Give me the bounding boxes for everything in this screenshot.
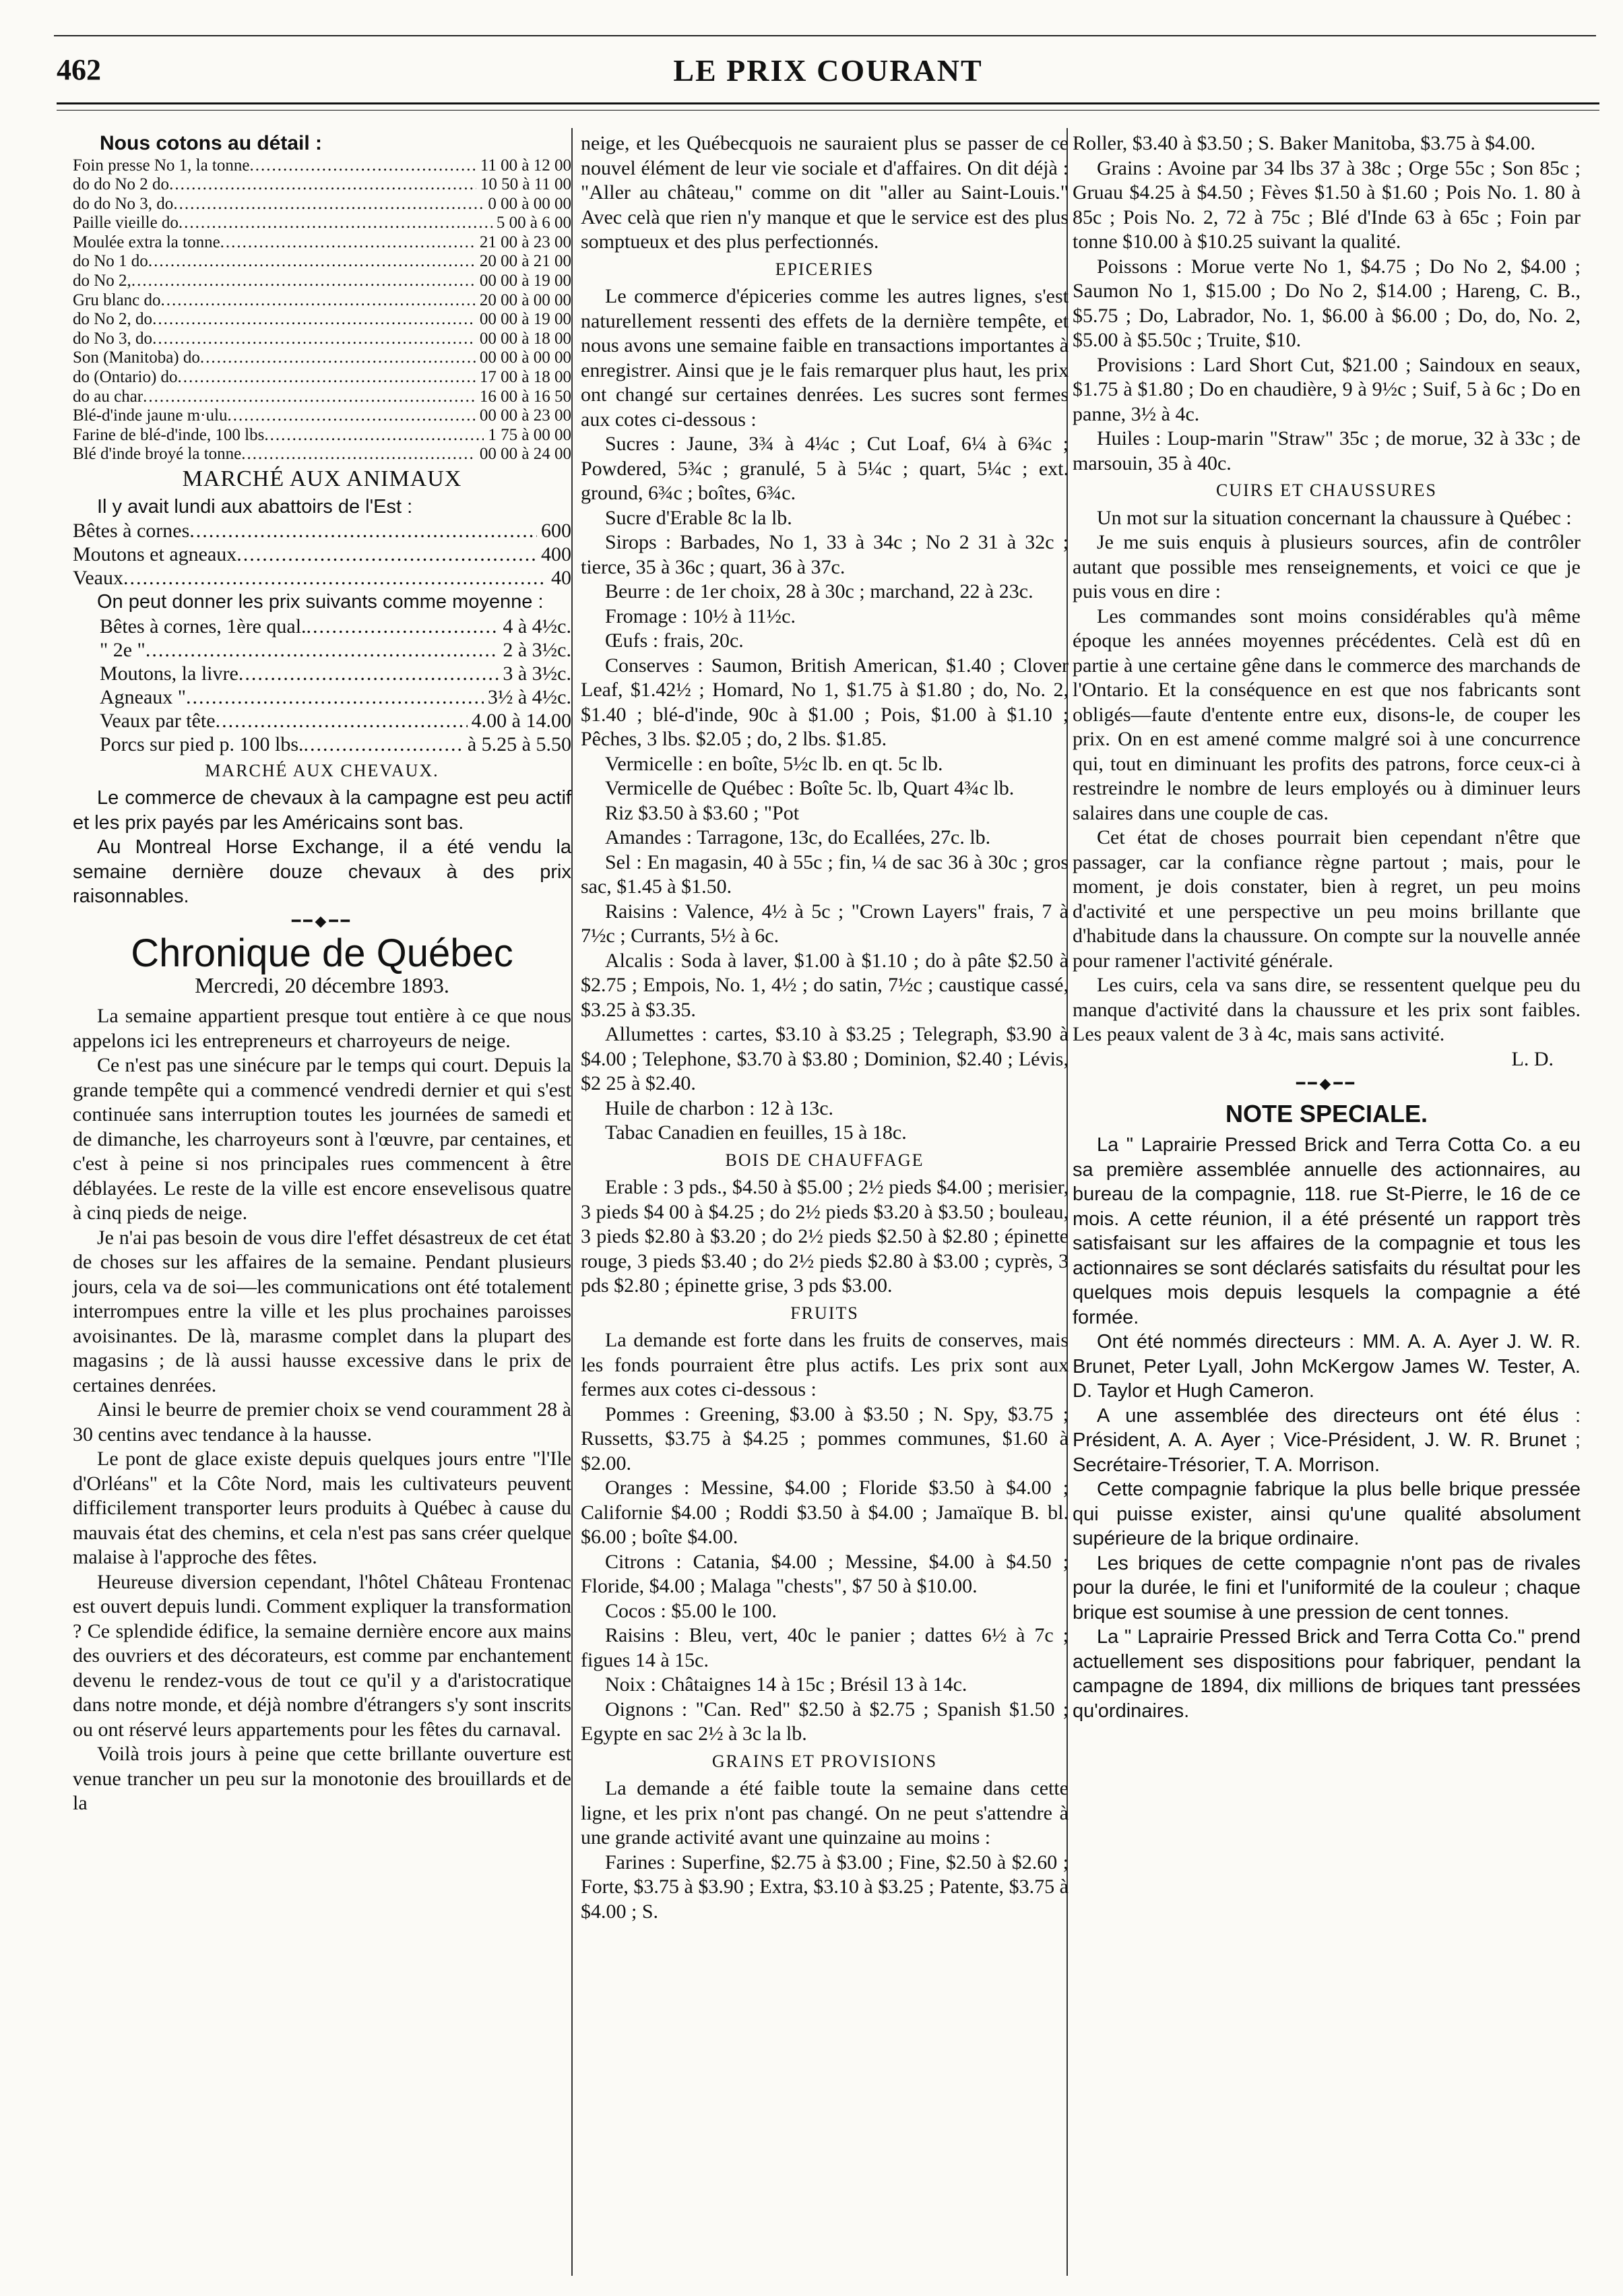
leader-dots [220, 233, 476, 253]
item-name: do No 2, do [73, 310, 153, 329]
top-rule [54, 35, 1596, 36]
fruits-intro: La demande est forte dans les fruits de conserves, mais les fonds pourraient être plus actifs. Les prix sont aux fermes aux cotes ci-dessous : [581, 1329, 1069, 1400]
item-name: do No 3, do [73, 329, 153, 348]
leader-dots [173, 195, 484, 214]
chronique-paragraph: Le pont de glace existe depuis quelques jours entre "l'Ile d'Orléans" et la Côte Nord, mais les cultivateurs peuvent difficilement transporter leurs produits à Québec à cause du mauvais état des chemins, et cela n'est pas sans créer quelque malaise à l'approche des fêtes. [73, 1448, 571, 1568]
price-row [73, 214, 571, 233]
item-price: 4.00 à 14.00 [471, 709, 571, 732]
price-item: Oignons : "Can. Red" $2.50 à $2.75 ; Spanish $1.50 ; Egypte en sac 2½ à 3c la lb. [581, 1698, 1069, 1745]
journal-title: LE PRIX COURANT [673, 53, 983, 88]
chronique-title: Chronique de Québec [131, 931, 513, 975]
chronique-paragraph: Voilà trois jours à peine que cette brillante ouverture est venue trancher un peu sur la monotonie des brouillards et de la [73, 1743, 571, 1814]
item-name: Moutons, la livre [100, 662, 238, 685]
price-item: Cocos : $5.00 le 100. [605, 1599, 777, 1622]
item-name: Bêtes à cornes [73, 520, 190, 542]
item-name: do No 2, [73, 272, 131, 290]
item-price: 600 [541, 520, 571, 542]
note-paragraph: A une assemblée des directeurs ont été élus : Président, A. A. Ayer ; Vice-Président, J. W. R. Brunet ; Secrétaire-Trésorier, T. A. Morrison. [1073, 1404, 1581, 1476]
item-name: Bêtes à cornes, 1ère qual. [100, 615, 307, 638]
item-name: Paille vieille do [73, 214, 179, 232]
price-row [73, 233, 571, 253]
price-row [100, 662, 571, 685]
item-price: 0 00 à 00 00 [488, 194, 571, 213]
item-name: Veaux par tête [100, 709, 216, 732]
leader-dots [146, 638, 499, 662]
cotons-heading: Nous cotons au détail : [100, 132, 323, 154]
item-name: do do No 3, do [73, 194, 174, 213]
ornament-divider: ━━◆━━ [292, 912, 352, 929]
leader-dots [236, 542, 537, 566]
leader-dots [189, 519, 537, 542]
item-name: Moutons et agneaux [73, 543, 237, 565]
epiceries-intro: Le commerce d'épiceries comme les autres lignes, s'est naturellement ressenti des effets de la dernière tempête, et nous avons une semaine faible en transactions importantes à enregistrer. Ainsi que je le fais remarquer plus haut, les prix ont changé sur certaines denrées. Les sucres sont fermes aux cotes ci-dessous : [581, 285, 1069, 431]
item-price: 40 [551, 567, 571, 589]
provisions-items [1073, 156, 1581, 476]
page-number: 462 [57, 53, 101, 86]
cuirs-paragraph: Les commandes sont moins considérables qu'à même époque les années moyennes précédentes. Celà est dû en partie à une certaine gêne dans le commerce des marchands de l'Ontario. Et la conséquence en est que nos fabricants sont obligés—faute d'entente entre eux, disons-le, de couper les prix. On en est amené comme malgré soi à une concurrence qui, tout en diminuant les profits des patrons, force ceux-ci à restreindre le nombre de leurs employés ou à diminuer leurs salaires dans une couple de cas. [1073, 604, 1581, 824]
leader-dots [123, 566, 547, 590]
price-row [73, 348, 571, 368]
item-name: do do No 2 do [73, 175, 170, 194]
chronique-paragraph: La semaine appartient presque tout entière à ce que nous appelons ici les entrepreneurs et charroyeurs de neige. [73, 1005, 571, 1052]
price-item: Sucres : Jaune, 3¾ à 4¼c ; Cut Loaf, 6¼ à 6¾c ; Powdered, 5¾c ; granulé, 5 à 5¼c ; quart, 5¼c ; ext. ground, 6¾c ; boîtes, 6¾c. [581, 433, 1069, 504]
item-name: " 2e " [100, 638, 146, 661]
price-row [100, 733, 571, 756]
chevaux-paragraph: Au Montreal Horse Exchange, il a été vendu la semaine dernière douze chevaux à des prix raisonnables. [73, 836, 571, 907]
price-item: Pommes : Greening, $3.00 à $3.50 ; N. Spy, $3.75 ; Russetts, $3.75 à $4.25 ; pommes communes, $1.60 à $2.00. [581, 1402, 1069, 1475]
price-row [100, 685, 571, 709]
price-item: Noix : Châtaignes 14 à 15c ; Brésil 13 à 14c. [605, 1673, 967, 1696]
item-price: 21 00 à 23 00 [479, 232, 571, 251]
price-item: Riz $3.50 à $3.60 ; "Pot [605, 801, 800, 824]
item-name: do No 1 do [73, 252, 148, 271]
item-price: 00 00 à 19 00 [479, 272, 571, 290]
price-row [73, 195, 571, 214]
price-row [73, 542, 571, 566]
price-row [73, 272, 571, 291]
item-name: Foin presse No 1, la tonne [73, 156, 250, 175]
cuirs-paragraph: Cet état de choses pourrait bien cependant n'être que passager, car la confiance règne partout ; mais, pour le moment, je dois constater, bien à regret, un peu moins d'activité et une perspective un peu moins brillante que d'habitude dans la chaussure. On compte sur la nouvelle année pour ramener l'activité générale. [1073, 826, 1581, 972]
item-price: 20 00 à 21 00 [479, 252, 571, 271]
cuirs-paragraph: Je me suis enquis à plusieurs sources, afin de contrôler autant que possible mes renseignements, et voici ce que je puis vous en dire : [1073, 531, 1581, 602]
item-price: 3 à 3½c. [503, 662, 571, 685]
note-paragraph: La " Laprairie Pressed Brick and Terra Cotta Co." prend actuellement ses dispositions pour fabriquer, pendant la campagne de 1894, dix millions de briques tant pressées qu'ordinaires. [1073, 1626, 1581, 1722]
note-paragraph: La " Laprairie Pressed Brick and Terra Cotta Co. a eu sa première assemblée annuelle des actionnaires, au bureau de la compagnie, 118. rue St-Pierre, le 16 de ce mois. A cette réunion, il a été présenté un rapport très satisfaisant sur les affaires de la compagnie et tous les actionnaires se sont déclarés satisfaits du résultat pour les quelques mois depuis lesquels la compagnie a été formée. [1073, 1134, 1581, 1328]
item-price: 11 00 à 12 00 [480, 156, 571, 175]
price-item: Œufs : frais, 20c. [605, 629, 744, 652]
fruits-items [581, 1402, 1069, 1747]
note-paragraph: Cette compagnie fabrique la plus belle brique pressée qui puisse exister, ainsi qu'une qualité absolument supérieure de la brique ordinaire. [1073, 1479, 1581, 1549]
leader-dots [264, 426, 484, 445]
price-item: Allumettes : cartes, $3.10 à $3.25 ; Telegraph, $3.90 à $4.00 ; Telephone, $3.70 à $3.80 ; Dominion, $2.40 ; Lévis, $2 25 à $2.40. [581, 1023, 1069, 1094]
cuirs-heading: CUIRS ET CHAUSSURES [1216, 480, 1437, 500]
price-item: Sirops : Barbades, No 1, 33 à 34c ; No 2 31 à 32c ; tierce, 35 à 36c ; quart, 36 à 37c. [581, 531, 1069, 578]
price-row [100, 638, 571, 662]
chronique-body [73, 1004, 571, 1816]
item-price: 00 00 à 00 00 [479, 348, 571, 367]
price-row [73, 175, 571, 195]
chevaux-paragraph: Le commerce de chevaux à la campagne est peu actif et les prix payés par les Américains sont bas. [73, 787, 571, 834]
item-name: Farine de blé-d'inde, 100 lbs [73, 425, 265, 444]
leader-dots [249, 156, 476, 176]
leader-dots [304, 733, 464, 756]
price-row [73, 387, 571, 407]
cuirs-paragraph: Un mot sur la situation concernant la chaussure à Québec : [1097, 506, 1572, 529]
note-paragraph: Les briques de cette compagnie n'ont pas de rivales pour la durée, le fini et l'uniformité de la couleur ; chaque brique est soumise à une pression de cent tonnes. [1073, 1552, 1581, 1623]
leader-dots [307, 615, 499, 638]
item-price: 00 00 à 18 00 [479, 329, 571, 348]
price-item: Vermicelle de Québec : Boîte 5c. lb, Quart 4¾c lb. [605, 777, 1015, 799]
item-price: 16 00 à 16 50 [479, 387, 571, 406]
leader-dots [241, 445, 476, 464]
column-1 [73, 131, 571, 1816]
price-item: Poissons : Morue verte No 1, $4.75 ; Do No 2, $4.00 ; Saumon No 1, $15.00 ; Do No 2, $14.00 ; Hareng, C. B., $5.75 ; Do, Labrador, No. 1, $6.00 à $6.00 ; Do, do, No. 2, $5.00 à $5.50c ; Truite, $10. [1073, 255, 1581, 351]
prix-list [73, 615, 571, 756]
item-name: Moulée extra la tonne [73, 232, 220, 251]
item-price: 00 00 à 24 00 [479, 445, 571, 464]
item-price: 20 00 à 00 00 [479, 290, 571, 309]
item-name: Son (Manitoba) do [73, 348, 200, 367]
cotons-price-list [73, 156, 571, 465]
note-paragraph: Ont été nommés directeurs : MM. A. A. Ayer J. W. R. Brunet, Peter Lyall, John McKergow James W. Tester, A. D. Taylor et Hugh Cameron. [1073, 1331, 1581, 1402]
price-item: Sucre d'Erable 8c la lb. [605, 506, 792, 529]
continued-paragraph: neige, et les Québecquois ne sauraient plus se passer de ce nouvel élément de leur vie sociale et d'affaires. On dit déjà : "Aller au château," comme on dit "aller au Saint-Louis." Avec celà que rien n'y manque et que le service est des plus somptueux et des plus perfectionnés. [581, 132, 1069, 253]
note-speciale-title: NOTE SPECIALE. [1225, 1099, 1428, 1127]
item-price: 00 00 à 23 00 [479, 406, 571, 425]
item-name: Porcs sur pied p. 100 lbs. [100, 733, 304, 755]
item-price: 00 00 à 19 00 [479, 310, 571, 329]
leader-dots [179, 214, 492, 233]
price-item: Huiles : Loup-marin "Straw" 35c ; de morue, 32 à 33c ; de marsouin, 35 à 40c. [1073, 427, 1581, 474]
bois-heading: BOIS DE CHAUFFAGE [725, 1150, 924, 1170]
price-item: Conserves : Saumon, British American, $1.40 ; Clover Leaf, $1.42½ ; Homard, No 1, $1.75 à $1.80 ; do, No. 2, $1.40 ; blé-d'inde, 90c à $1.00 ; Pois, $1.00 à $1.10 ; Pêches, 3 lbs. $2.05 ; do, 2 lbs. $1.85. [581, 654, 1069, 750]
item-price: 17 00 à 18 00 [479, 368, 571, 387]
leader-dots [186, 685, 484, 709]
marche-chevaux-heading: MARCHÉ AUX CHEVAUX. [205, 760, 439, 780]
marche-animaux-heading: MARCHÉ AUX ANIMAUX [182, 466, 462, 491]
dateline: Mercredi, 20 décembre 1893. [195, 972, 449, 997]
price-item: Beurre : de 1er choix, 28 à 30c ; marchand, 22 à 23c. [605, 580, 1033, 602]
item-price: à 5.25 à 5.50 [467, 733, 571, 755]
leader-dots [143, 387, 476, 407]
leader-dots [216, 709, 468, 733]
price-row [73, 156, 571, 176]
animaux-intro: Il y avait lundi aux abattoirs de l'Est : [97, 495, 413, 518]
item-name: Agneaux " [100, 685, 187, 708]
price-item: Citrons : Catania, $4.00 ; Messine, $4.00 à $4.50 ; Floride, $4.00 ; Malaga "chests", $7 50 à $10.00. [581, 1550, 1069, 1597]
column-2 [571, 131, 1069, 1924]
price-item: Oranges : Messine, $4.00 ; Floride $3.50 à $4.00 ; Californie $4.00 ; Roddi $3.50 à $4.00 ; Jamaïque B. bl. $6.00 ; boîte $4.00. [581, 1477, 1069, 1548]
item-price: 4 à 4½c. [503, 615, 571, 638]
price-row [73, 445, 571, 464]
grains-heading: GRAINS ET PROVISIONS [711, 1751, 938, 1771]
chronique-paragraph: Ce n'est pas une sinécure par le temps qui court. Depuis la grande tempête qui a commencé vendredi dernier et qui s'est continuée sans interruption toutes les journées de samedi et de dimanche, les charroyeurs sont à l'œuvre, par centaines, et c'est à peine si nos principales rues commencent à être déblayées. Le reste de la ville est encore ensevelisous quatre à cinq pieds de neige. [73, 1054, 571, 1224]
leader-dots [131, 272, 476, 291]
signature: L. D. [1511, 1047, 1554, 1070]
ornament-divider: ━━◆━━ [1296, 1075, 1357, 1092]
epiceries-items [581, 432, 1069, 1146]
price-item: Sel : En magasin, 40 à 55c ; fin, ¼ de sac 36 à 30c ; gros sac, $1.45 à $1.50. [581, 850, 1069, 898]
leader-dots [169, 175, 476, 195]
cuirs-body [1073, 506, 1581, 1047]
price-row [73, 252, 571, 272]
animaux-list [73, 519, 571, 590]
item-price: 3½ à 4½c. [487, 685, 571, 708]
prix-intro: On peut donner les prix suivants comme moyenne : [97, 591, 544, 613]
item-name: Veaux [73, 567, 123, 589]
note-body [1073, 1133, 1581, 1723]
item-name: Blé d'inde broyé la tonne [73, 445, 242, 464]
continued-paragraph: Roller, $3.40 à $3.50 ; S. Baker Manitoba, $3.75 à $4.00. [1073, 132, 1536, 154]
price-item: Alcalis : Soda à laver, $1.00 à $1.10 ; do à pâte $2.50 à $2.75 ; Empois, No. 1, 4½ ; do satin, 7½c ; caustique cassé, $3.25 à $3.35. [581, 949, 1069, 1021]
leader-dots [238, 662, 499, 685]
column-3 [1073, 131, 1581, 1723]
item-name: do (Ontario) do [73, 368, 178, 387]
cuirs-paragraph: Les cuirs, cela va sans dire, se ressentent quelque peu du manque d'activité dans la chaussure et les prix sont faibles. Les peaux valent de 3 à 4c, mais sans activité. [1073, 974, 1581, 1045]
price-row [100, 709, 571, 733]
price-row [73, 406, 571, 426]
chronique-paragraph: Je n'ai pas besoin de vous dire l'effet désastreux de cet état de choses sur les affaires de la semaine. Pendant plusieurs jours, cela va de soi—les communications ont été totalement interrompues entre la ville et les plus prochaines paroisses avoisinantes. De là, marasme complet dans la plupart des magasins ; de là aussi hausse excessive dans le prix de certaines denrées. [73, 1226, 571, 1396]
price-row [73, 519, 571, 542]
price-item: Raisins : Bleu, vert, 40c le panier ; dattes 6½ à 7c ; figues 14 à 15c. [581, 1624, 1069, 1671]
epiceries-heading: EPICERIES [775, 259, 874, 279]
item-price: 10 50 à 11 00 [480, 175, 571, 194]
price-item: Provisions : Lard Short Cut, $21.00 ; Saindoux en seaux, $1.75 à $1.80 ; Do en chaudière, 9 à 9½c ; Suif, 5 à 6c ; Do en panne, 3½ à 4c. [1073, 353, 1581, 425]
price-row [73, 291, 571, 311]
leader-dots [152, 310, 476, 330]
header-double-rule [57, 102, 1599, 111]
chronique-paragraph: Ainsi le beurre de premier choix se vend couramment 28 à 30 centins avec tendance à la hausse. [73, 1398, 571, 1446]
leader-dots [152, 330, 476, 349]
price-row [73, 368, 571, 387]
item-name: Gru blanc do [73, 290, 161, 309]
item-price: 400 [541, 543, 571, 565]
fruits-heading: FRUITS [790, 1303, 859, 1323]
leader-dots [178, 368, 476, 387]
item-price: 5 00 à 6 00 [496, 214, 571, 232]
price-item: Fromage : 10½ à 11½c. [605, 604, 796, 627]
price-item: Raisins : Valence, 4½ à 5c ; "Crown Layers" frais, 7 à 7½c ; Currants, 5½ à 6c. [581, 900, 1069, 947]
item-price: 1 75 à 00 00 [488, 425, 571, 444]
price-row [73, 566, 571, 590]
running-head [57, 53, 1599, 100]
item-price: 2 à 3½c. [503, 638, 571, 661]
price-item: Grains : Avoine par 34 lbs 37 à 38c ; Orge 55c ; Son 85c ; Gruau $4.25 à $4.50 ; Fèves $1.50 à $1.60 ; Pois No. 1. 80 à 85c ; Pois No. 2, 72 à 75c ; Blé d'Inde 63 à 65c ; Foin par tonne $10.00 à $10.25 suivant la qualité. [1073, 156, 1581, 253]
price-item: Tabac Canadien en feuilles, 15 à 18c. [605, 1121, 907, 1144]
bois-paragraph: Erable : 3 pds., $4.50 à $5.00 ; 2½ pieds $4.00 ; merisier, 3 pieds $4 00 à $4.25 ; do 2½ pieds $3.20 à $3.50 ; bouleau, 3 pieds $2.80 à $3.20 ; do 2½ pieds $2.50 à $2.80 ; épinette rouge, 3 pieds $3.40 ; do 2½ pieds $2.80 à $3.00 ; cyprès, 3 pds $2.80 ; épinette grise, 3 pds $3.00. [581, 1176, 1069, 1297]
item-name: do au char [73, 387, 144, 406]
grains-intro: La demande a été faible toute la semaine dans cette ligne, et les prix n'ont pas changé. On ne peut s'attendre à une grande activité avant une quinzaine au moins : [581, 1777, 1069, 1849]
price-item: Amandes : Tarragone, 13c, do Ecallées, 27c. lb. [605, 826, 991, 848]
price-row [73, 426, 571, 445]
chronique-paragraph: Heureuse diversion cependant, l'hôtel Château Frontenac est ouvert depuis lundi. Comment expliquer la transformation ? Ce splendide édifice, la semaine dernière encore aux mains des ouvriers et des décorateurs, est comme par enchantement devenu le rendez-vous de tout ce qu'il y a d'aristocratique dans notre monde, et déjà nombre d'étrangers s'y sont inscrits ou ont réservé leurs appartements pour les fêtes du carnaval. [73, 1570, 571, 1741]
price-row [100, 615, 571, 638]
farines-item: Farines : Superfine, $2.75 à $3.00 ; Fine, $2.50 à $2.60 ; Forte, $3.75 à $3.90 ; Extra, $3.10 à $3.25 ; Patente, $3.75 à $4.00 ; S. [581, 1851, 1069, 1923]
leader-dots [227, 406, 475, 426]
price-item: Vermicelle : en boîte, 5½c lb. en qt. 5c lb. [605, 752, 943, 775]
price-row [73, 310, 571, 330]
leader-dots [148, 252, 476, 272]
price-item: Huile de charbon : 12 à 13c. [605, 1096, 834, 1119]
leader-dots [161, 291, 476, 311]
item-name: Blé-d'inde jaune m·ulu [73, 406, 228, 425]
price-row [73, 330, 571, 349]
leader-dots [200, 348, 476, 368]
